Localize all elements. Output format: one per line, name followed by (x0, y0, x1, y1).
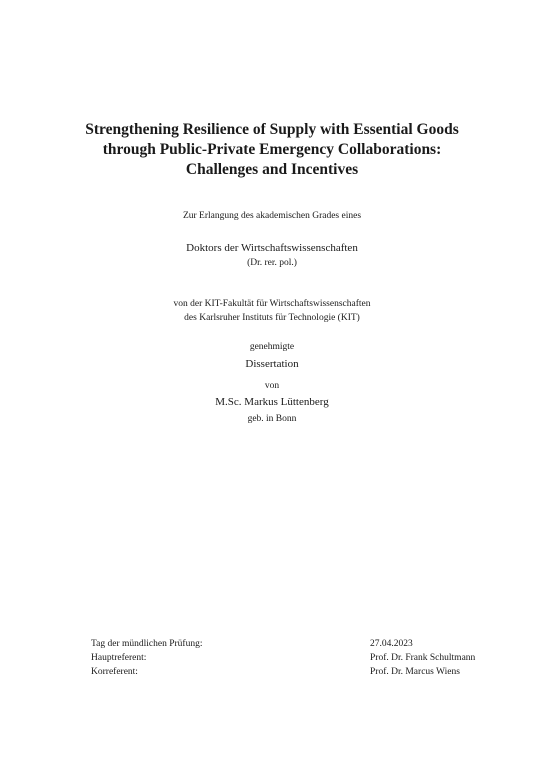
faculty-line-1: von der KIT-Fakultät für Wirtschaftswissenschaften (173, 299, 371, 309)
co-referee-label: Korreferent: (91, 667, 138, 677)
degree-name: Doktors der Wirtschaftswissenschaften (186, 242, 358, 254)
document-type: Dissertation (245, 358, 299, 370)
exam-date-row (91, 637, 491, 651)
approved-label: genehmigte (249, 342, 295, 352)
main-referee-label: Hauptreferent: (91, 653, 147, 663)
examination-details (91, 637, 491, 679)
main-referee-row (91, 651, 491, 665)
author-name: M.Sc. Markus Lüttenberg (215, 396, 329, 408)
degree-intro: Zur Erlangung des akademischen Grades eines (182, 211, 362, 221)
title-line-2: through Public-Private Emergency Collaborations: (102, 141, 442, 158)
faculty-line-2: des Karlsruher Instituts für Technologie (KIT) (184, 313, 360, 323)
exam-date-label: Tag der mündlichen Prüfung: (91, 639, 203, 649)
co-referee-row (91, 665, 491, 679)
degree-abbreviation: (Dr. rer. pol.) (247, 258, 297, 268)
title-line-1: Strengthening Resilience of Supply with Essential Goods (85, 121, 459, 138)
exam-date-value: 27.04.2023 (370, 639, 413, 649)
birthplace: geb. in Bonn (247, 414, 297, 424)
co-referee-value: Prof. Dr. Marcus Wiens (370, 667, 460, 677)
main-referee-value: Prof. Dr. Frank Schultmann (370, 653, 476, 663)
title-line-3: Challenges and Incentives (185, 161, 359, 178)
faculty (60, 297, 484, 325)
dissertation-title (60, 120, 484, 180)
by-label: von (264, 381, 280, 391)
